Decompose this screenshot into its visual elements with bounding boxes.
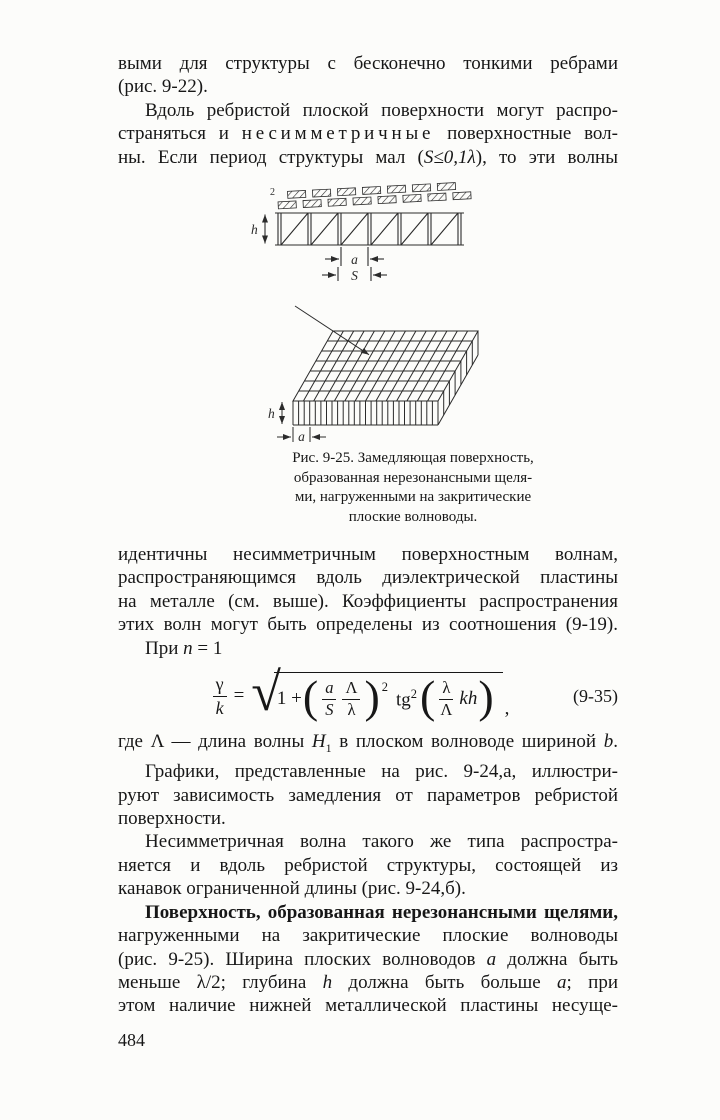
text-line: [118, 971, 618, 994]
hatched-slot: [353, 197, 371, 205]
hatched-slot: [453, 192, 471, 200]
paragraph: [118, 760, 618, 830]
caption-line: плоские волноводы.: [348, 508, 478, 525]
figure-cross-section-diagram: [251, 182, 471, 283]
text-line: этом наличие нижней металлической пластины несуще-: [118, 995, 618, 1017]
text-line: [118, 122, 618, 145]
h-dimension-label: h: [251, 222, 258, 238]
text-run: в плоском волноводе шириной: [331, 731, 604, 753]
fraction-a-over-s: [322, 679, 336, 720]
math-inline: a: [557, 971, 567, 993]
text-line: Графики, представленные на рис. 9-24,а, иллюстри-: [145, 761, 618, 783]
fraction-lambda-cap-over-lambda: [342, 679, 360, 720]
text-run: должна быть: [496, 948, 618, 970]
hatched-slot: [412, 184, 430, 192]
text-line: Несимметричная волна такого же типа распростра-: [145, 831, 618, 853]
slotted-plate-hatching: [277, 182, 471, 209]
text-line: [118, 637, 618, 660]
paragraph: [118, 830, 618, 900]
text-line: (рис. 9-22).: [118, 76, 208, 98]
hatched-slot: [312, 189, 330, 197]
text-line: распространяющимся вдоль диэлектрической пластины: [118, 567, 618, 589]
text-line: нагруженными на закритические плоские волноводы: [118, 925, 618, 947]
text-run: где Λ — длина волны: [118, 731, 312, 753]
equals-sign: =: [233, 685, 245, 707]
term-kh: kh: [459, 688, 478, 710]
math-inline: n: [183, 637, 193, 659]
paragraph: [118, 901, 618, 1018]
h-dimension-label: h: [268, 406, 275, 422]
hatched-slot: [387, 185, 405, 193]
caption-line: Рис. 9-25. Замедляющая поверхность,: [292, 450, 534, 467]
hatched-slot: [362, 187, 380, 195]
open-paren: (: [302, 670, 319, 722]
paragraph: [118, 543, 618, 660]
waveguide-cell-walls: [278, 213, 461, 245]
paragraph: [118, 730, 618, 760]
text-line: [118, 948, 618, 971]
text-run: ), то эти волны: [475, 146, 618, 168]
front-ribs-hatching: [293, 401, 438, 425]
a-dimension-label: a: [298, 429, 305, 445]
hatched-slot: [337, 188, 355, 196]
denominator: k: [215, 697, 224, 718]
text-run: поверхностные вол-: [434, 123, 618, 145]
corner-label: 2: [270, 187, 275, 199]
hatched-slot: [437, 183, 455, 191]
text-run: = 1: [192, 637, 223, 659]
term-one-plus: 1 +: [276, 688, 302, 710]
equation-9-35: [118, 662, 618, 723]
text-line: няется и вдоль ребристой структуры, состоящей из: [118, 854, 618, 876]
paragraph: [118, 99, 618, 169]
text-line: поверхности.: [118, 808, 226, 830]
subscript: 1: [325, 740, 332, 755]
equation: [118, 662, 573, 723]
text-line: [118, 146, 618, 169]
a-dimension-label: a: [351, 252, 358, 268]
figure-3d-grid-diagram: [268, 306, 478, 444]
math-inline: b: [603, 731, 614, 753]
function-name: tg: [396, 689, 411, 711]
denominator: λ: [347, 699, 356, 719]
tangent-function: [396, 687, 417, 711]
text-run: должна быть больше: [332, 971, 558, 993]
text-line: этих волн могут быть определены из соотношения (9-19).: [118, 614, 618, 636]
fraction-gamma-over-k: [213, 674, 227, 718]
denominator: Λ: [440, 699, 453, 719]
emphasized-term: несимметричные: [241, 123, 435, 145]
close-paren: ): [364, 670, 380, 722]
text-run: ны. Если период структуры мал (: [118, 146, 424, 168]
math-inline: h: [322, 971, 333, 993]
figure-9-25-illustration: [138, 181, 558, 447]
text-line: на металле (см. выше). Коэффициенты распространения: [118, 590, 618, 612]
numerator: γ: [213, 674, 227, 697]
text-run: При: [145, 637, 184, 659]
fraction-lambda-over-lambda-cap: [439, 679, 453, 720]
text-line: [118, 730, 618, 760]
text-run: страняться и: [118, 123, 242, 145]
radical-sign: √: [251, 662, 281, 723]
hatched-slot: [403, 194, 421, 202]
radicand: [274, 672, 503, 720]
paragraph: [118, 52, 618, 99]
hatched-slot: [428, 193, 446, 201]
math-inline: S≤0,1λ: [423, 146, 476, 168]
caption-line: ми, нагруженными на закритические: [294, 489, 532, 506]
text-line: идентичны несимметричным поверхностным волнам,: [118, 544, 618, 566]
text-line: руют зависимость замедления от параметров ребристой: [118, 784, 618, 806]
text-run: ; при: [566, 971, 618, 993]
exponent: 2: [381, 680, 389, 695]
text-line: выми для структуры с бесконечно тонкими ребрами: [118, 53, 618, 74]
math-inline: H: [311, 731, 326, 753]
wave-direction-arrow: [295, 306, 369, 355]
math-inline: a: [486, 948, 497, 970]
text-run: (рис. 9-25). Ширина плоских волноводов: [118, 948, 487, 970]
hatched-slot: [287, 190, 305, 198]
page-number: 484: [118, 1029, 145, 1050]
hatched-slot: [278, 201, 296, 209]
close-paren: ): [478, 670, 494, 722]
text-line: канавок ограниченной длины (рис. 9-24,б).: [118, 878, 466, 900]
text-line: Поверхность, образованная нерезонансными щелями,: [145, 901, 618, 923]
figure-caption: [258, 449, 568, 527]
equation-number: (9-35): [573, 685, 618, 706]
denominator: S: [325, 699, 334, 719]
text-run: .: [613, 731, 618, 753]
hatched-slot: [378, 196, 396, 204]
exponent: 2: [410, 686, 418, 701]
numerator: λ: [439, 679, 453, 700]
open-paren: (: [420, 670, 436, 722]
numerator: Λ: [342, 679, 360, 700]
hatched-slot: [303, 200, 321, 208]
hatched-slot: [328, 198, 346, 206]
comma: ,: [504, 698, 510, 720]
text-run: меньше λ/2; глубина: [118, 971, 323, 993]
numerator: a: [322, 679, 336, 700]
square-root: [251, 662, 502, 723]
text-column: [118, 52, 618, 1051]
text-line: Вдоль ребристой плоской поверхности могут распро-: [145, 99, 618, 121]
caption-line: образованная нерезонансными щеля-: [293, 469, 533, 486]
s-dimension-label: S: [351, 268, 358, 284]
